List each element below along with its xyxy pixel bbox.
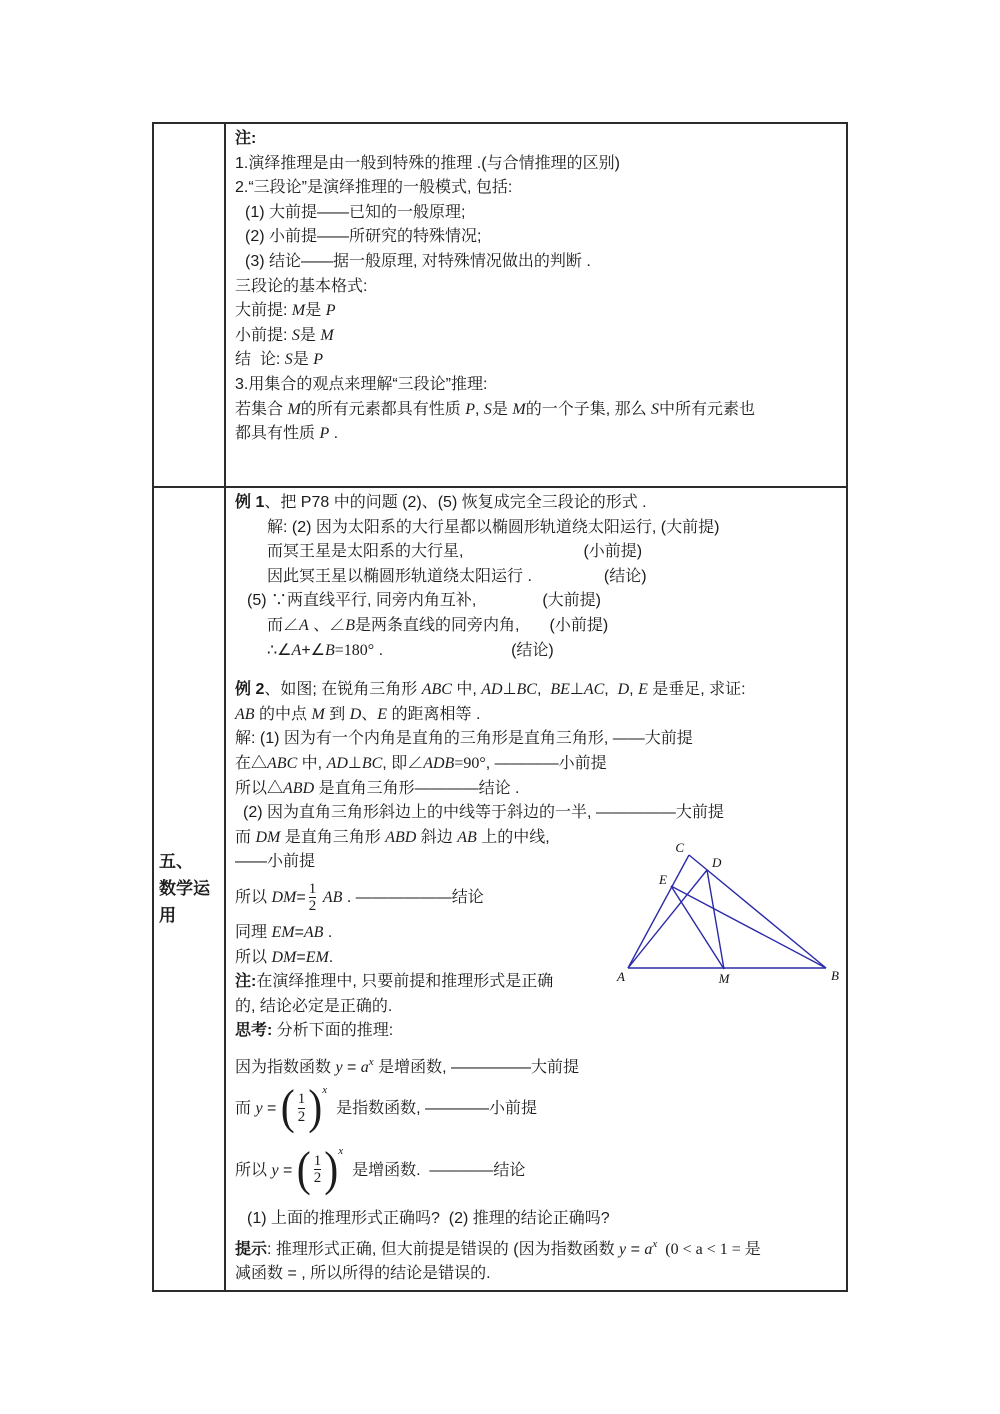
text-segment: 斜边 <box>416 828 458 846</box>
text-segment: DM <box>271 948 297 966</box>
text-line <box>235 1019 840 1044</box>
text-segment: (1) 上面的推理形式正确吗? (2) 推理的结论正确吗? <box>247 1209 610 1227</box>
text-segment: . <box>328 948 334 966</box>
exponent: x <box>338 1144 344 1157</box>
text-segment: ABC <box>421 681 452 699</box>
text-segment: 减函数 = , 所以所得的结论是错误的. <box>235 1265 491 1283</box>
fraction-numerator: 1 <box>308 880 317 897</box>
text-segment: DM <box>255 828 281 846</box>
text-segment: 是 <box>744 1240 761 1258</box>
table-row <box>153 123 847 487</box>
text-segment: (5) ∵两直线平行, 同旁内角互补, <box>247 592 477 610</box>
text-segment: . ——————结论 <box>342 888 484 906</box>
text-segment: ABC <box>267 754 298 772</box>
text-line <box>235 398 840 423</box>
text-segment: x <box>652 1237 658 1250</box>
text-segment: 分析下面的推理: <box>272 1022 394 1040</box>
text-segment: AD <box>326 754 348 772</box>
text-line <box>243 801 840 826</box>
text-segment: . <box>374 641 384 659</box>
row2-label-cell <box>153 487 225 1291</box>
text-segment: 到 <box>324 705 350 723</box>
vertex-label-B: B <box>831 968 839 983</box>
text-segment: 是 <box>305 302 326 320</box>
text-line <box>235 777 840 802</box>
text-segment: 若集合 <box>235 400 288 418</box>
text-segment: E <box>377 705 388 723</box>
vertex-label-D: D <box>712 855 722 870</box>
text-segment: y <box>619 1240 627 1258</box>
text-segment: , 即∠ <box>382 754 424 772</box>
text-segment: 上的中线, <box>476 828 550 846</box>
text-segment: (1) 大前提——已知的一般原理; <box>245 203 466 221</box>
text-line <box>235 1232 840 1263</box>
text-segment: M <box>512 400 526 418</box>
text-line <box>245 225 840 250</box>
fraction <box>306 881 320 915</box>
text-segment: ⊥ <box>569 681 584 699</box>
text-segment: 中, <box>451 681 482 699</box>
text-line <box>235 176 840 201</box>
text-segment: 、 <box>361 705 378 723</box>
text-segment: 3.用集合的观点来理解“三段论”推理: <box>235 375 488 393</box>
text-segment: ABD <box>385 828 417 846</box>
text-segment: 同理 <box>235 923 272 941</box>
text-line <box>235 348 840 373</box>
text-segment: 的所有元素都具有性质 <box>300 400 466 418</box>
text-line <box>267 540 840 565</box>
text-segment: M <box>291 302 306 320</box>
text-segment: 解: (1) 因为有一个内角是直角的三角形是直角三角形, ——大前提 <box>235 730 693 748</box>
text-segment: 而 <box>235 828 256 846</box>
open-paren: ( <box>280 1082 295 1135</box>
fraction-denominator: 2 <box>308 898 317 915</box>
text-line <box>235 324 840 349</box>
text-segment: 注: <box>235 130 257 147</box>
text-segment: 在演绎推理中, 只要前提和推理形式是正确 <box>256 973 554 991</box>
text-segment: (2) 小前提——所研究的特殊情况; <box>245 228 482 246</box>
text-segment: BC <box>361 754 383 772</box>
text-line <box>245 201 840 226</box>
text-line <box>267 565 840 590</box>
text-segment: D <box>349 705 362 723</box>
text-line <box>235 1142 840 1199</box>
text-line <box>247 1207 840 1232</box>
text-line <box>235 299 840 324</box>
text-segment: 的, 结论必定是正确的. <box>235 997 393 1015</box>
exponent: x <box>322 1083 328 1096</box>
text-segment: AB <box>303 923 324 941</box>
row2-content-cell <box>225 487 847 1291</box>
text-segment: 在△ <box>235 754 268 772</box>
text-segment: D <box>617 681 630 699</box>
text-segment: 因此冥王星以椭圆形轨道绕太阳运行 . <box>267 567 532 585</box>
text-segment: (小前提) <box>549 616 609 634</box>
text-segment: , ————小前提 <box>485 754 607 772</box>
text-segment: , <box>475 400 484 418</box>
text-segment: 而 <box>235 1100 256 1118</box>
text-line <box>267 614 840 639</box>
text-segment: S <box>483 400 492 418</box>
edge-BE <box>671 886 826 968</box>
fraction <box>295 1091 309 1125</box>
text-segment: ⊥ <box>502 681 517 699</box>
text-segment: AB <box>235 705 255 723</box>
text-segment: A <box>299 616 309 634</box>
text-segment: E <box>638 681 648 699</box>
text-segment: = <box>296 888 306 906</box>
text-segment: , <box>536 681 551 699</box>
vertex-label-M: M <box>718 971 730 986</box>
text-segment: 所以△ <box>235 779 284 797</box>
text-segment: 大前提: <box>235 302 292 320</box>
text-segment: 而冥王星是太阳系的大行星, <box>267 543 464 561</box>
text-segment: 解: (2) 因为太阳系的大行星都以椭圆形轨道绕太阳运行, (大前提) <box>267 518 720 536</box>
text-line <box>235 995 840 1020</box>
text-segment: (小前提) <box>583 543 643 561</box>
text-segment: , <box>604 681 618 699</box>
text-segment: 思考: <box>235 1022 273 1040</box>
text-line <box>235 678 840 703</box>
text-segment: (3) 结论——据一般原理, 对特殊情况做出的判断 . <box>245 252 591 270</box>
text-segment: = <box>278 1161 297 1179</box>
text-segment: 是增函数, —————大前提 <box>373 1058 580 1076</box>
text-segment: ——小前提 <box>235 853 316 871</box>
text-segment: 、如图; 在锐角三角形 <box>264 681 422 699</box>
text-segment: 因为指数函数 <box>235 1058 336 1076</box>
text-line <box>245 250 840 275</box>
section-label-line: 五、 <box>159 852 193 872</box>
text-segment: BC <box>516 681 537 699</box>
text-segment: DM <box>271 888 297 906</box>
vertex-label-A: A <box>617 969 625 984</box>
text-segment: 1.演绎推理是由一般到特殊的推理 .(与合情推理的区别) <box>235 154 620 172</box>
text-segment: 中, <box>297 754 327 772</box>
text-line <box>235 275 840 300</box>
text-segment: 提示 <box>235 1240 268 1258</box>
text-segment: 是两条直线的同旁内角, <box>355 616 520 634</box>
table-row <box>153 487 847 1291</box>
vertex-label-C: C <box>675 840 684 855</box>
text-segment: 是增函数. ————结论 <box>343 1161 526 1179</box>
text-segment: 而∠ <box>267 616 300 634</box>
text-segment: 、∠ <box>308 616 346 634</box>
fraction-denominator: 2 <box>297 1108 306 1125</box>
text-line <box>235 127 840 152</box>
text-segment: 例 1 <box>235 494 265 511</box>
text-segment: 是指数函数, ————小前提 <box>327 1100 537 1118</box>
text-segment: P <box>325 302 336 320</box>
text-segment: y <box>271 1161 279 1179</box>
text-line <box>267 639 840 664</box>
text-segment: ⊥ <box>347 754 362 772</box>
text-segment: 2.“三段论”是演绎推理的一般模式, 包括: <box>235 179 513 197</box>
text-line <box>235 703 840 728</box>
open-paren: ( <box>296 1143 311 1197</box>
worksheet-table <box>152 122 848 1292</box>
text-segment: 是 <box>292 351 314 369</box>
text-segment: P <box>465 400 476 418</box>
text-segment: AD <box>481 681 503 699</box>
text-segment: (结论) <box>511 641 554 659</box>
text-line <box>235 373 840 398</box>
text-segment: (0 < a < 1 = <box>657 1240 745 1258</box>
text-segment: 的距离相等 . <box>387 705 481 723</box>
text-segment: S <box>651 400 660 418</box>
text-segment: S <box>284 351 293 369</box>
text-line <box>235 1262 840 1287</box>
text-segment: 是直角三角形————结论 . <box>314 779 520 797</box>
text-segment: , <box>629 681 639 699</box>
text-segment: 的一个子集, 那么 <box>525 400 652 418</box>
row1-label-cell <box>153 123 225 487</box>
text-segment: = <box>342 1058 361 1076</box>
text-line <box>235 727 840 752</box>
fraction-numerator: 1 <box>297 1091 306 1108</box>
text-segment: =180° <box>334 641 375 659</box>
text-segment: AB <box>319 888 343 906</box>
text-segment: =90° <box>454 754 486 772</box>
text-segment: 所以 <box>235 948 272 966</box>
text-line <box>235 491 840 516</box>
text-segment: (2) 因为直角三角形斜边上的中线等于斜边的一半, —————大前提 <box>243 804 724 822</box>
fraction <box>311 1153 325 1187</box>
text-segment: 小前提: <box>235 326 292 344</box>
text-segment: a <box>360 1058 369 1076</box>
close-paren: ) <box>324 1143 339 1197</box>
text-segment: = <box>626 1240 645 1258</box>
text-segment: = <box>294 923 304 941</box>
text-line <box>267 516 840 541</box>
text-segment: S <box>291 326 300 344</box>
text-segment: M <box>311 705 325 723</box>
text-segment: 是 <box>299 326 321 344</box>
text-line <box>235 422 840 447</box>
text-segment: B <box>325 641 335 659</box>
text-segment: 中所有元素也 <box>659 400 756 418</box>
text-segment: ABD <box>283 779 315 797</box>
text-segment: x <box>368 1055 374 1068</box>
text-segment: a <box>644 1240 653 1258</box>
triangle-figure <box>612 839 850 989</box>
text-line <box>247 589 840 614</box>
text-segment: 所以 <box>235 888 272 906</box>
text-segment: 、把 P78 中的问题 (2)、(5) 恢复成完全三段论的形式 . <box>264 494 647 511</box>
text-segment: (结论) <box>603 567 647 585</box>
text-segment: P <box>313 351 324 369</box>
text-segment: 注: <box>235 973 257 991</box>
text-segment: 的中点 <box>254 705 312 723</box>
text-line <box>235 152 840 177</box>
triangle-figure-svg <box>612 839 850 989</box>
edge-EM <box>671 886 724 969</box>
text-segment: BE <box>550 681 570 699</box>
edge-AD <box>628 870 707 968</box>
text-segment: : 推理形式正确, 但大前提是错误的 (因为指数函数 <box>267 1240 620 1258</box>
vertex-label-E: E <box>659 872 667 887</box>
text-segment: 所以 <box>235 1161 272 1179</box>
text-segment: 三段论的基本格式: <box>235 277 368 295</box>
text-segment: B <box>345 616 356 634</box>
text-segment: ∴∠ <box>267 641 292 659</box>
row1-content-cell <box>225 123 847 487</box>
text-line <box>235 752 840 777</box>
text-line <box>235 1080 840 1137</box>
fraction-numerator: 1 <box>313 1152 322 1169</box>
text-segment: 是直角三角形 <box>280 828 386 846</box>
notes-block <box>235 127 840 447</box>
text-segment: A <box>291 641 302 659</box>
close-paren: ) <box>308 1082 323 1135</box>
text-segment: . <box>323 923 333 941</box>
edge-DM <box>707 870 724 969</box>
text-segment: M <box>320 326 334 344</box>
paren-fraction-power <box>297 1142 343 1199</box>
text-segment: y <box>255 1100 263 1118</box>
text-segment: 例 2 <box>235 681 265 699</box>
text-segment: ADB <box>423 754 455 772</box>
section-label-line: 用 <box>159 906 176 926</box>
text-segment: 结 论: <box>235 351 285 369</box>
edge-CB <box>689 855 826 968</box>
text-segment: M <box>287 400 301 418</box>
section-label-line: 数学运 <box>159 879 210 899</box>
text-segment: y <box>335 1058 343 1076</box>
text-segment: P <box>319 425 330 443</box>
fraction-denominator: 2 <box>313 1170 322 1187</box>
text-segment: EM <box>305 948 329 966</box>
paren-fraction-power <box>281 1080 327 1137</box>
text-segment: 是 <box>491 400 513 418</box>
text-segment: EM <box>271 923 295 941</box>
section-label <box>154 488 224 1290</box>
text-segment: 是垂足, 求证: <box>647 681 746 699</box>
text-segment: = <box>296 948 306 966</box>
text-segment: AC <box>583 681 605 699</box>
text-segment: (大前提) <box>542 592 602 610</box>
text-segment: +∠ <box>301 641 325 659</box>
text-segment: = <box>262 1100 281 1118</box>
text-segment: AB <box>457 828 477 846</box>
text-segment: 都具有性质 <box>235 425 320 443</box>
text-segment: . <box>329 425 339 443</box>
